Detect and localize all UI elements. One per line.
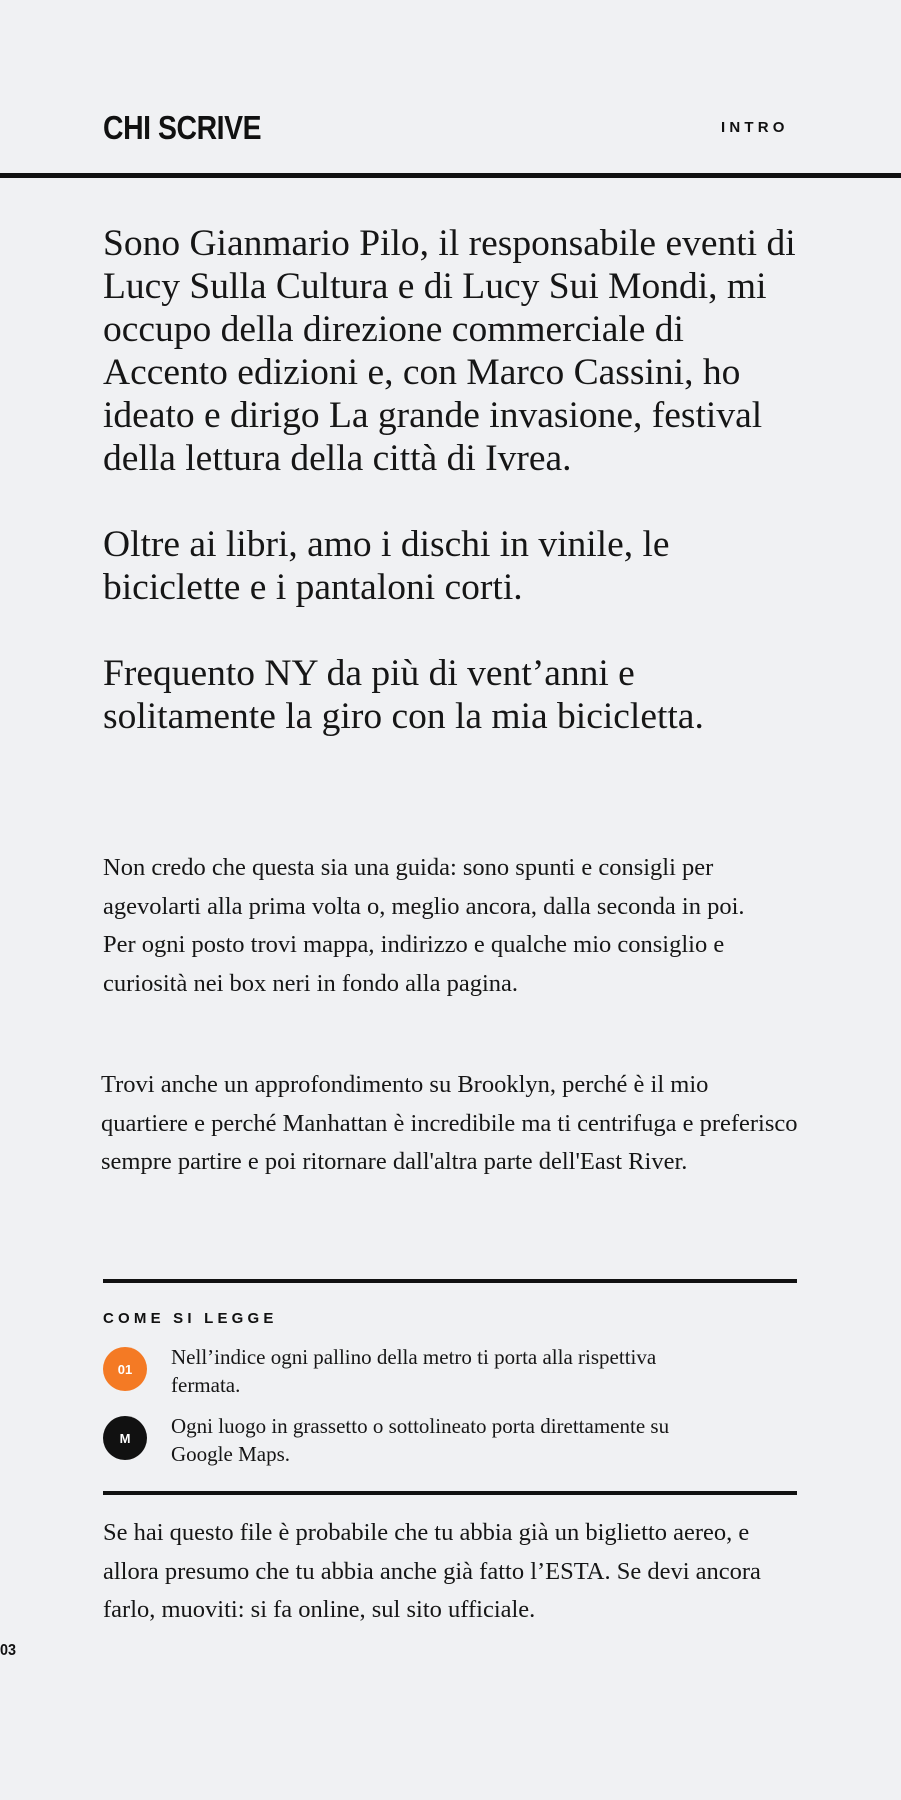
legend-divider-top <box>103 1279 797 1283</box>
intro-block <box>103 222 803 781</box>
body-paragraph: Non credo che questa sia una guida: sono spunti e consigli per agevolarti alla prima volta o, meglio ancora, dalla seconda in poi. <box>103 854 745 920</box>
body-paragraph: Per ogni posto trovi mappa, indirizzo e qualche mio consiglio e curiosità nei box neri in fondo alla pagina. <box>103 931 725 997</box>
intro-paragraph: Sono Gianmario Pilo, il responsabile eventi di Lucy Sulla Cultura e di Lucy Sui Mondi, mi occupo della direzione commerciale di Accento edizioni e, con Marco Cassini, ho ideato e dirigo La grande invasione, festival della lettura della città di Ivrea. <box>103 223 796 479</box>
legend-item-text: Nell’indice ogni pallino della metro ti porta alla rispettiva fermata. <box>171 1345 657 1397</box>
legend-heading: COME SI LEGGE <box>103 1310 278 1327</box>
legend-item-metro <box>103 1344 703 1400</box>
legend-divider-bottom <box>103 1491 797 1495</box>
section-tag: INTRO <box>721 119 789 136</box>
body-paragraph: Se hai questo file è probabile che tu abbia già un biglietto aereo, e allora presumo che tu abbia anche già fatto l’ESTA. Se devi ancora farlo, muoviti: si fa online, sul sito ufficiale. <box>103 1519 761 1623</box>
intro-paragraph: Oltre ai libri, amo i dischi in vinile, le biciclette e i pantaloni corti. <box>103 524 670 608</box>
body-block-brooklyn <box>101 1066 801 1182</box>
section-title: CHI SCRIVE <box>103 109 262 146</box>
legend-item-text: Ogni luogo in grassetto o sottolineato porta direttamente su Google Maps. <box>171 1414 670 1466</box>
map-badge-icon: M <box>103 1416 147 1460</box>
body-block-esta <box>103 1514 803 1630</box>
body-paragraph: Trovi anche un approfondimento su Brooklyn, perché è il mio quartiere e perché Manhattan è incredibile ma ti centrifuga e preferisco sempre partire e poi ritornare dall'altra parte dell'East River. <box>101 1071 798 1175</box>
page-header <box>0 0 901 178</box>
page-number: 03 <box>0 1642 17 1659</box>
intro-paragraph: Frequento NY da più di vent’anni e solitamente la giro con la mia bicicletta. <box>103 653 704 737</box>
metro-stop-badge-icon: 01 <box>103 1347 147 1391</box>
legend-item-maps <box>103 1413 703 1469</box>
body-block-guide <box>103 849 803 1003</box>
header-divider <box>0 173 901 178</box>
